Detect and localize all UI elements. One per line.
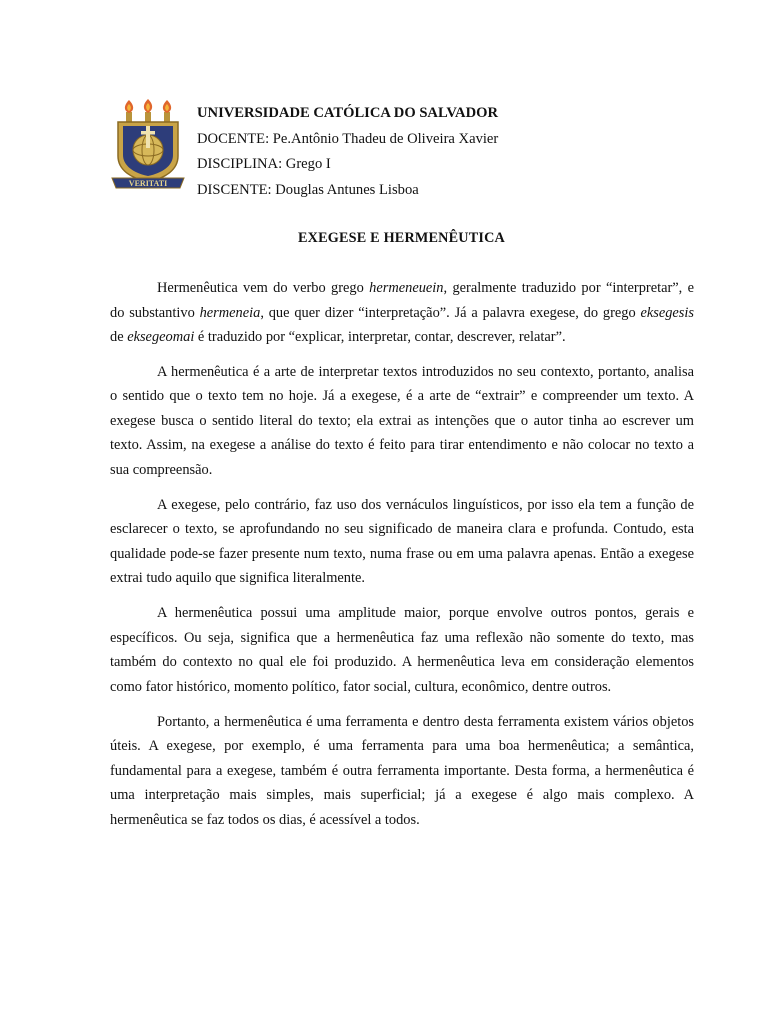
university-name: UNIVERSIDADE CATÓLICA DO SALVADOR bbox=[197, 105, 498, 121]
text-run: , que quer dizer “interpretação”. Já a palavra exegese, do grego bbox=[260, 304, 641, 321]
torch-flames bbox=[125, 99, 171, 122]
text-run: de bbox=[110, 329, 128, 345]
text-run: A hermenêutica é a arte de interpretar textos introduzidos no seu contexto, portanto, analisa o sentido que o texto tem no hoje. Já a exegese, é a arte de “extrair” e compreender um texto. A exegese busca o sentido literal do texto; ela extrai as intenções que o autor tinha ao escrever um texto. Assim, na exegese a análise do texto é feito para tirar entendimento e não colocar no texto a sua compreensão. bbox=[110, 363, 694, 478]
italic-term: hermeneia bbox=[199, 304, 261, 321]
body-paragraph bbox=[110, 601, 694, 699]
italic-term: hermeneuein bbox=[369, 280, 444, 296]
discente-line: DISCENTE: Douglas Antunes Lisboa bbox=[197, 181, 419, 198]
disciplina-line: DISCIPLINA: Grego I bbox=[197, 156, 331, 173]
body-paragraph bbox=[110, 710, 694, 833]
text-run: Portanto, a hermenêutica é uma ferramenta e dentro desta ferramenta existem vários objetos úteis. A exegese, por exemplo, é uma ferramenta para uma boa hermenêutica; a semântica, fundamental para a exegese, também é outra ferramenta importante. Desta forma, a hermenêutica é uma interpretação mais simples, mais superficial; já a exegese é algo mais complexo. A hermenêutica se faz todos os dias, é acessível a todos. bbox=[110, 713, 694, 828]
text-run: é traduzido por “explicar, interpretar, contar, descrever, relatar”. bbox=[194, 329, 566, 345]
text-run: Hermenêutica vem do verbo grego bbox=[157, 280, 370, 296]
body-paragraph bbox=[110, 360, 694, 483]
body-paragraph bbox=[110, 493, 694, 591]
text-run: , geralmente traduzido por “interpretar”, e do substantivo bbox=[110, 280, 694, 321]
text-run: A exegese, pelo contrário, faz uso dos vernáculos linguísticos, por isso ela tem a função de esclarecer o texto, se aprofundando no seu significado de maneira clara e profunda. Contudo, esta qualidade pode-se fazer presente num texto, numa frase ou em uma palavra apenas. Então a exegese extrai tudo aquilo que significa literalmente. bbox=[110, 496, 694, 587]
university-crest-logo bbox=[110, 98, 186, 196]
logo-motto: VERITATI bbox=[128, 179, 168, 188]
document-header bbox=[110, 98, 700, 198]
docente-line: DOCENTE: Pe.Antônio Thadeu de Oliveira Xavier bbox=[197, 130, 499, 147]
document-body bbox=[110, 276, 694, 842]
document-title: EXEGESE E HERMENÊUTICA bbox=[297, 230, 505, 246]
italic-term: eksegesis bbox=[640, 304, 694, 321]
header-info bbox=[197, 101, 697, 203]
text-run: A hermenêutica possui uma amplitude maior, porque envolve outros pontos, gerais e específicos. Ou seja, significa que a hermenêutica faz uma reflexão não somente do texto, mas também do contexto no qual ele foi produzido. A hermenêutica leva em consideração elementos como fator histórico, momento político, fator social, cultura, econômico, dentre outros. bbox=[110, 605, 694, 695]
body-paragraph bbox=[110, 276, 694, 350]
italic-term: eksegeomai bbox=[127, 329, 195, 345]
